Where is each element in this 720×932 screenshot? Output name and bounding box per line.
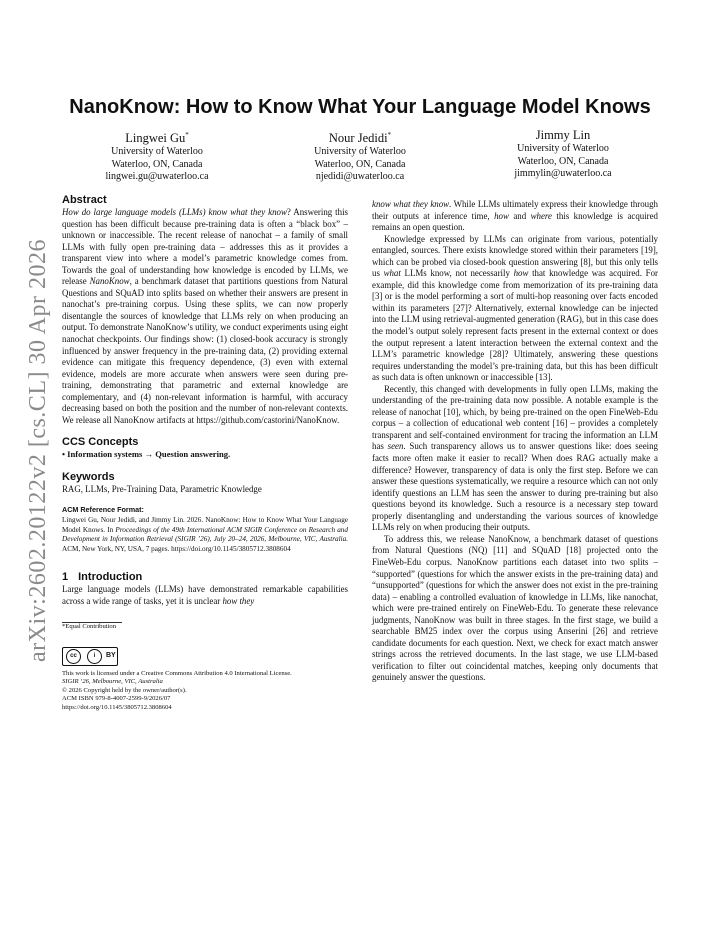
keywords-heading: Keywords [62,470,115,483]
author-name: Nour Jedidi [328,131,388,146]
abstract-name: NanoKnow [89,276,130,287]
author-name: Lingwei Gu [125,131,186,146]
author-email[interactable]: njedidi@uwaterloo.ca [315,171,405,183]
author-affiliation: University of Waterloo [314,146,406,158]
license-block [62,647,348,713]
author-3 [468,128,658,184]
keywords-list: RAG, LLMs, Pre-Training Data, Parametric Knowledge [62,483,262,494]
p2-text-c: that knowledge was acquired. For example, did this knowledge come from memorization of its pre-training data [3] or is the model performing a sort of multi-hop reasoning over facts encoded within its parameters [27]? Alternatively, external knowledge can be injected into the LLM using retrieval-augmented generation (RAG), but in this case does the model’s output solely represent facts present in the external context or does the output represent a latent interaction between the external context and the LLM’s parametric knowledge [28]? Ultimately, answering these questions requires understanding the model’s pre-training data, but this has been difficult as such data is often unknown or inaccessible [13]. [372,268,658,383]
author-location: Waterloo, ON, Canada [111,158,203,170]
intro-text-a: Large language models (LLMs) have demonstrated remarkable capabilities across a wide range of tasks, yet it is unclear [62,584,348,606]
author-email[interactable]: lingwei.gu@uwaterloo.ca [105,171,209,183]
abstract-text [62,207,348,426]
p1-italic: know what they know [372,199,450,209]
arxiv-id: arXiv:2602.20122v2 [cs.CL] 30 Apr 2026 [24,238,51,662]
abstract-body: ? Answering this question has been difficult because pre-training data is often a “black box” – unknown or inaccessible. The recent release of nanochat – a family of small LLMs with fully open pre-training data – addresses this as it provides a transparent view into where a model’s parametric knowledge comes from. Towards the goal of understanding how knowledge is encoded by LLMs, we release [62,207,349,287]
intro-italic: how they [222,595,255,606]
left-column [62,193,348,712]
author-location: Waterloo, ON, Canada [314,158,406,170]
section-number: 1 [62,571,69,584]
p1-and: and [508,210,531,221]
p2-how: how [513,268,529,279]
intro-text [62,584,348,607]
equal-contribution-mark: * [185,131,189,139]
license-statement: This work is licensed under a Creative Commons Attribution 4.0 International License. [62,669,292,677]
license-copyright: © 2026 Copyright held by the owner/author(s). [62,686,187,694]
p3-text-a: Recently, this changed with developments in fully open LLMs, making the understanding of the pre-training data now possible. A notable example is the release of nanochat [10], which, by being pre-trained on the open FineWeb-Edu corpus – a collection of educational web content [16] – provides a completely transparent and self-contained environment for tracing the information an LLM has [372,383,658,452]
p1-text-a: . While LLMs ultimately express their knowledge through their outputs at inference time, [372,199,658,221]
paper-title: NanoKnow: How to Know What Your Language Model Knows [69,96,651,118]
right-paragraph-4: To address this, we release NanoKnow, a benchmark dataset of questions from Natural Questions (NQ) [11] and SQuAD [18] projected onto the FineWeb-Edu corpus. NanoKnow partitions each dataset into two splits – “supported” (questions for which the answer exists in the pre-training data) and “unsupported” (questions for which the answer does not exist in the pre-training data) – enabling a controlled evaluation of knowledge in LLMs, like nanochat, which were pre-trained entirely on FineWeb-Edu. To generate these relevance judgments, NanoKnow was built in three stages. In the first stage, we build a searchable BM25 index over the corpus using Anserini [26] and retrieve candidate documents for each question. Next, we check for exact match answer strings across the retrieved documents. In the last stage, we use LLM-based verification to filter out coincidental matches, keeping only documents that genuinely answer the questions. [372,533,658,683]
reference-text-a: Lingwei Gu, Nour Jedidi, and Jimmy Lin. 2026. NanoKnow: How to Know What Your Language Model Knows. In [62,516,348,534]
p1-text-b: this knowledge is acquired remains an open question. [372,210,658,233]
author-name: Jimmy Lin [535,128,591,142]
author-email[interactable]: jimmylin@uwaterloo.ca [514,168,612,179]
p2-what: what [383,268,401,279]
p3-text-b: . Such transparency allows us to answer questions like: does seeing facts more often make it easier to recall? When does RAG actually make a difference? However, transparency of data is only the first step. Before we can answer these questions systematically, we require a resource which can not only identify questions an LLM has seen the answer to during pre-training but also questions beyond its knowledge. Such a resource is a necessary step toward properly disentangling and understanding the various sources of knowledge LLMs rely on when producing their outputs. [372,441,658,533]
abstract-question: How do large language models (LLMs) know what they know [62,207,287,217]
author-1 [62,128,252,184]
p3-seen: seen [387,441,404,452]
reference-text-b: ACM, New York, NY, USA, 7 pages. https://doi.org/10.1145/3805712.3808604 [62,544,291,553]
p2-text-a: Knowledge expressed by LLMs can originate from various, potentially entangled, sources. There exists knowledge stored within their parameters [19], which can be probed via closed-book question answering [8], but this only tells us [372,233,658,279]
reference-venue: Proceedings of the 49th International ACM SIGIR Conference on Research and Development in Information Retrieval (SIGIR ’26), July 20–24, 2026, Melbourne, VIC, Australia. [62,525,348,544]
cc-by-badge[interactable] [62,647,118,666]
p1-where: where [530,210,552,221]
ccs-heading: CCS Concepts [62,436,139,449]
cc-icon: cc [66,649,81,664]
p2-text-b: LLMs know, not necessarily [400,268,514,279]
attribution-icon: i [87,649,102,664]
arxiv-stamp [8,230,68,670]
cc-by-label: BY [106,651,116,659]
right-paragraph-3 [372,384,658,534]
p1-how: how [494,210,509,221]
author-2 [265,128,455,184]
intro-heading [62,570,348,584]
equal-contribution-mark: * [387,131,392,139]
abstract-heading: Abstract [62,194,107,206]
section-title: Introduction [78,571,143,584]
right-paragraph-2 [372,234,658,384]
right-column [372,199,658,684]
reference-format-text [62,516,348,554]
footnote: *Equal Contribution [62,622,117,630]
abstract-body-2: , a benchmark dataset that partitions questions from Natural Questions and SQuAD into splits based on whether their answers are present in nanochat’s pre-training corpus. Using these splits, we can now properly disentangle the sources of knowledge that LLMs rely on when producing an output. To demonstrate NanoKnow’s utility, we conduct experiments using eight nanochat checkpoints. Our findings show: (1) closed-book accuracy is strongly influenced by answer frequency in the pre-training data, (2) providing external evidence can mitigate this frequency dependence, (3) even with external evidence, models are more accurate when answers were seen during pre-training, demonstrating that parametric and external knowledge are complementary, and (4) non-relevant information is harmful, with accuracy decreasing based on both the position and the number of non-relevant contexts. We release all NanoKnow artifacts at https://github.com/castorini/NanoKnow. [62,276,349,425]
reference-format-heading: ACM Reference Format: [62,505,144,515]
author-affiliation: University of Waterloo [517,143,609,154]
author-location: Waterloo, ON, Canada [517,155,609,167]
right-paragraph-1 [372,199,658,234]
license-venue: SIGIR ’26, Melbourne, VIC, Australia [62,678,163,686]
license-doi[interactable]: https://doi.org/10.1145/3805712.3808604 [62,703,172,711]
license-isbn: ACM ISBN 979-8-4007-2599-9/2026/07 [62,695,171,703]
author-affiliation: University of Waterloo [111,146,203,158]
ccs-concepts: • Information systems → Question answering. [62,449,231,460]
author-block [62,128,658,184]
